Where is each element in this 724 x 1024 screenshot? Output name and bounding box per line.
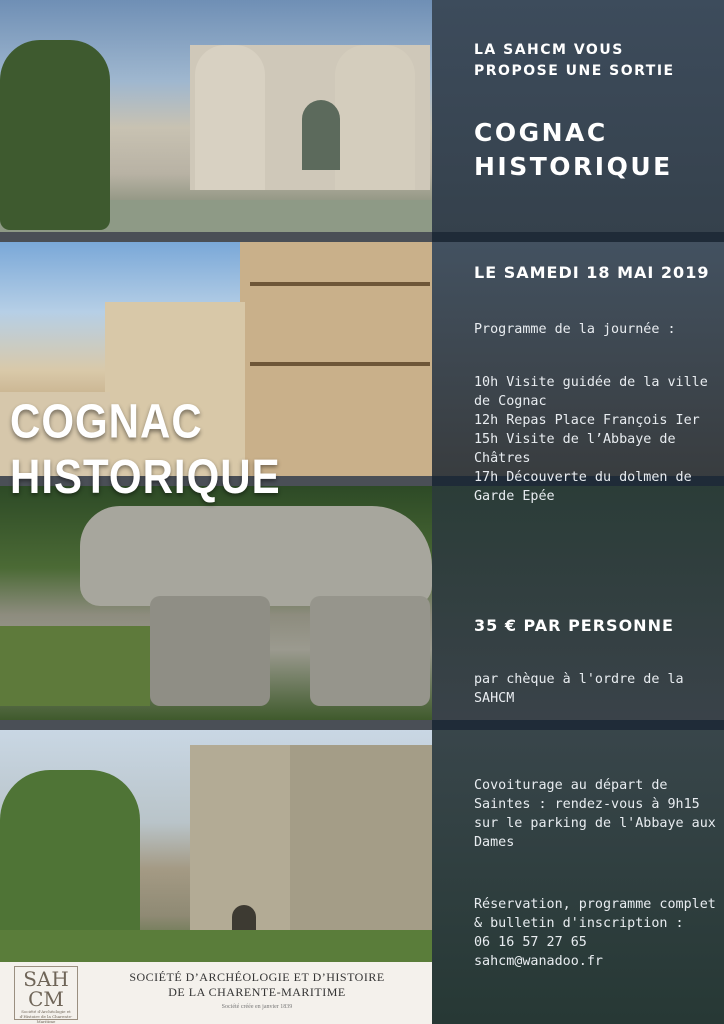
logo-bottom: CM: [28, 987, 64, 1011]
photo-abbaye: [0, 730, 432, 962]
organization-name: [92, 970, 422, 1010]
reservation-phone[interactable]: 06 16 57 27 65: [474, 935, 587, 950]
reservation-info: [474, 895, 724, 971]
event-title-line-1: COGNAC: [474, 118, 608, 147]
reservation-email[interactable]: sahcm@wanadoo.fr: [474, 954, 603, 969]
logo-small-text: Société d'Archéologie et d'Histoire de la Charente-Maritime: [19, 1009, 73, 1024]
header-line-1: LA SAHCM VOUS: [474, 42, 624, 58]
programme-list: [474, 373, 724, 506]
price: 35 € PAR PERSONNE: [474, 616, 674, 635]
reservation-text: Réservation, programme complet & bulletin d'inscription :: [474, 897, 716, 931]
divider: [0, 720, 432, 730]
divider: [0, 232, 432, 242]
org-founded: Société créée en janvier 1839: [221, 1004, 293, 1010]
programme-item: 12h Repas Place François Ier: [474, 413, 700, 428]
programme-heading: Programme de la journée :: [474, 322, 676, 337]
photo-faded: [432, 730, 724, 1024]
event-title-line-2: HISTORIQUE: [474, 152, 673, 181]
org-line-2: DE LA CHARENTE-MARITIME: [168, 985, 346, 999]
org-line-1: SOCIÉTÉ D’ARCHÉOLOGIE ET D’HISTOIRE: [129, 970, 385, 984]
logo-top: SAH: [23, 967, 69, 991]
image-overlay-title: COGNAC HISTORIQUE: [10, 394, 281, 504]
covoiturage-info: Covoiturage au départ de Saintes : rendez-vous à 9h15 sur le parking de l'Abbaye aux Dames: [474, 778, 716, 850]
header-line-2: PROPOSE UNE SORTIE: [474, 63, 675, 79]
header-text: [474, 40, 675, 82]
programme-item: 17h Découverte du dolmen de Garde Epée: [474, 470, 692, 504]
programme-item: 10h Visite guidée de la ville de Cognac: [474, 375, 708, 409]
event-date: LE SAMEDI 18 MAI 2019: [474, 263, 710, 282]
payment-info: par chèque à l'ordre de la SAHCM: [474, 672, 684, 706]
photo-cognac-gate: [0, 0, 432, 232]
event-title: [474, 116, 673, 184]
sahcm-logo: [14, 966, 78, 1024]
programme-item: 15h Visite de l’Abbaye de Châtres: [474, 432, 676, 466]
photo-dolmen: [0, 486, 432, 720]
